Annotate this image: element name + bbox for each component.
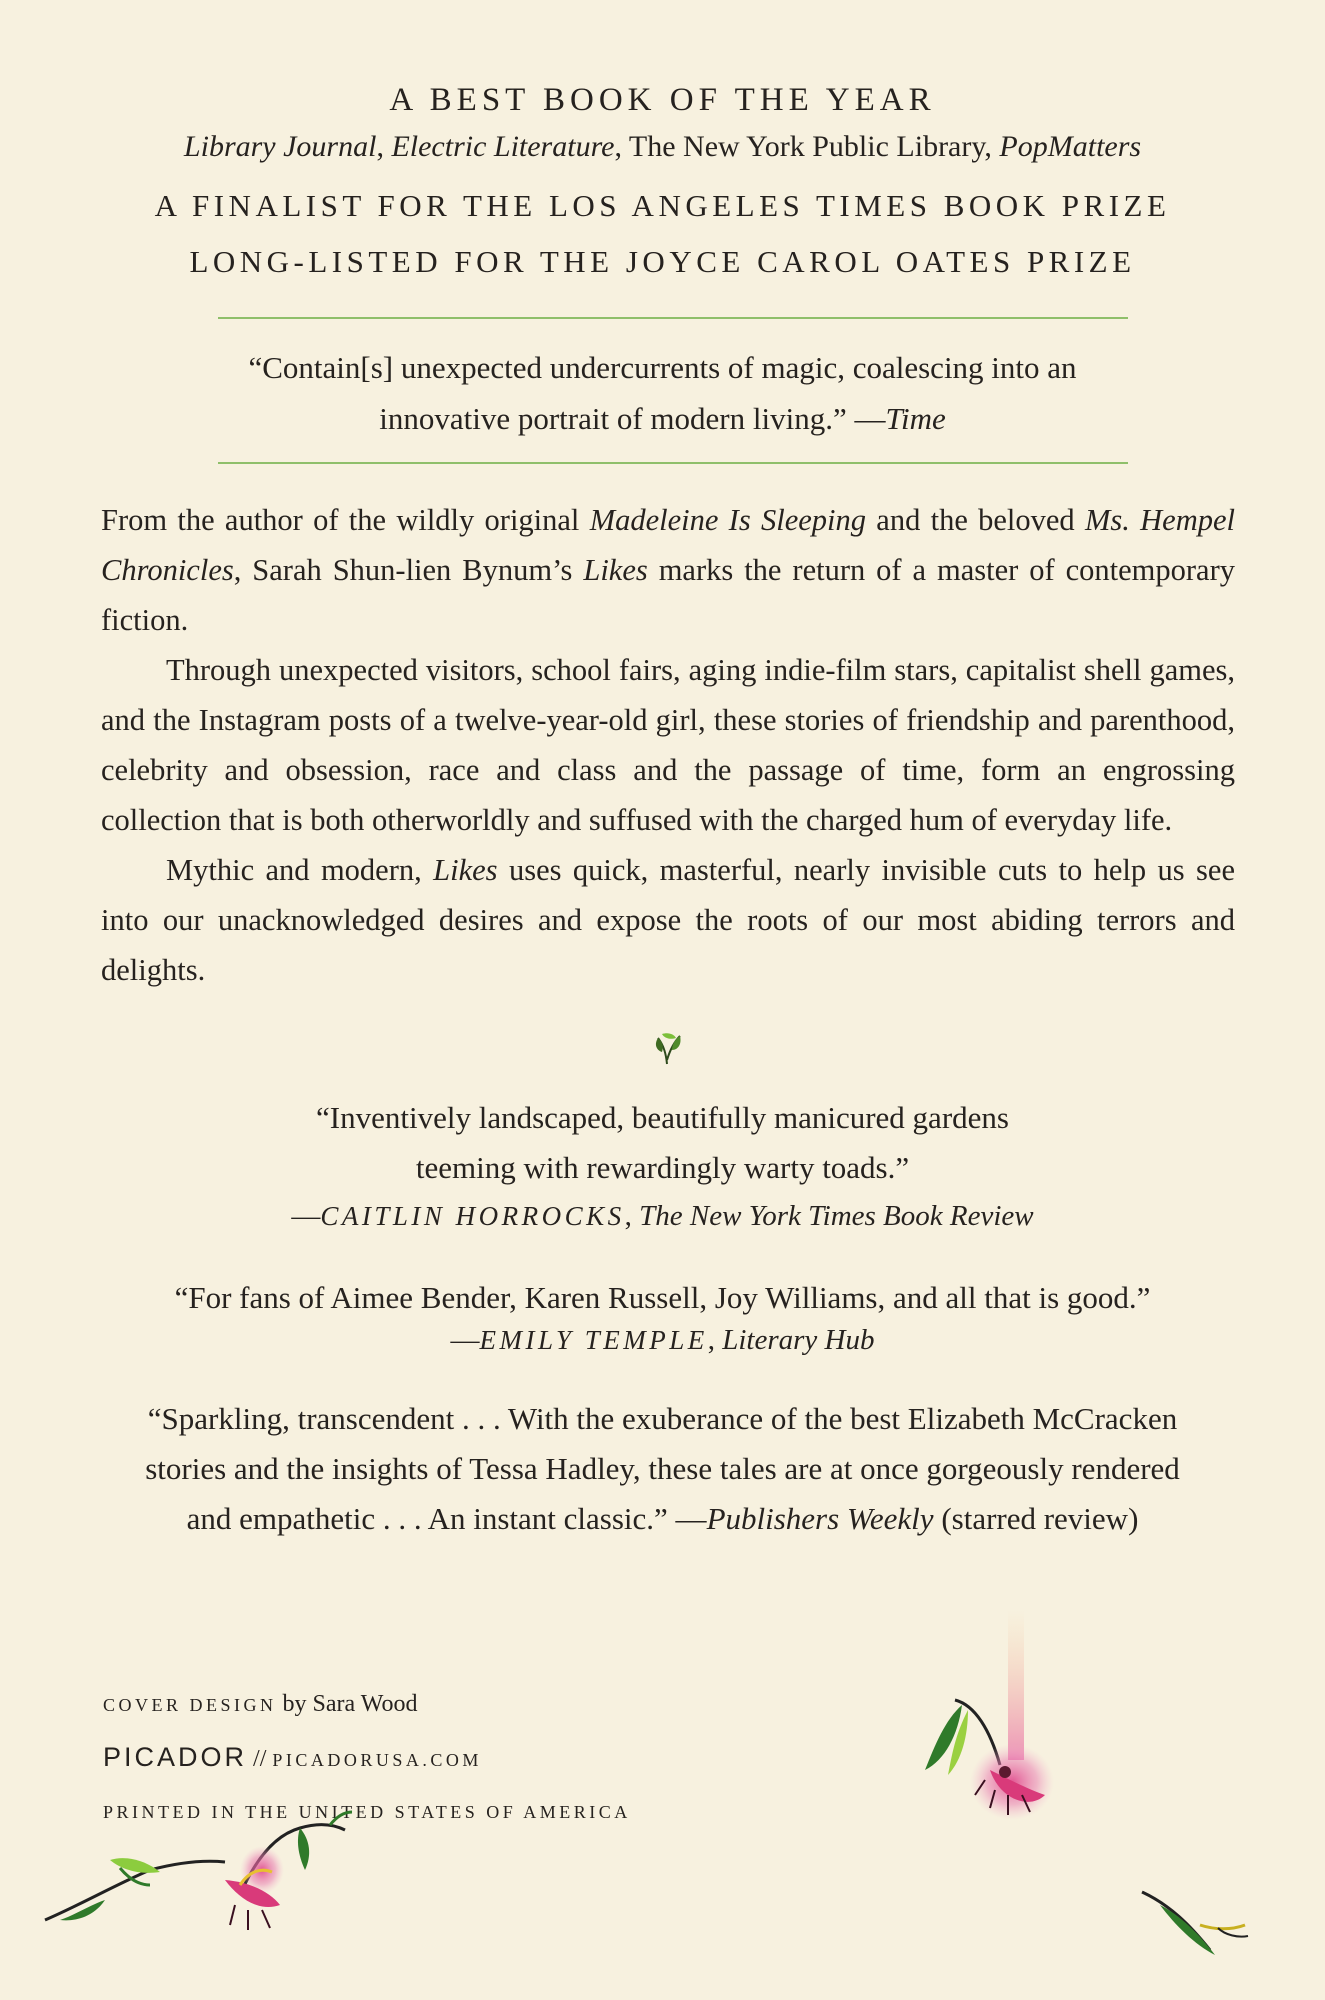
description-paragraph-2: Through unexpected visitors, school fairs, aging indie-film stars, capitalist shell games, and the Instagram posts of a twelve-year-old girl, these stories of friendship and parenthood, celebrity and obsession, race and class and the passage of time, form an engrossing collection that is both otherworldly and suffused with the charged hum of everyday life. bbox=[101, 653, 1235, 837]
time-quote-line-2: innovative portrait of modern living.” —Time bbox=[379, 401, 946, 436]
title-likes-2: Likes bbox=[433, 853, 498, 887]
review-publication: Publishers Weekly bbox=[706, 1501, 934, 1536]
longlisted-line: LONG-LISTED FOR THE JOYCE CAROL OATES PRIZE bbox=[189, 244, 1136, 279]
review-publication: The New York Times Book Review bbox=[639, 1200, 1034, 1232]
time-quote bbox=[0, 342, 1325, 444]
reviewer-name: CAITLIN HORROCKS bbox=[320, 1201, 625, 1231]
description-paragraph-3: Mythic and modern, Likes uses quick, masterful, nearly invisible cuts to help us see into our unacknowledged desires and expose the roots of our most abiding terrors and delights. bbox=[101, 853, 1236, 987]
credits bbox=[103, 1678, 631, 1838]
cover-design-credit: COVER DESIGN by Sara Wood bbox=[103, 1691, 418, 1717]
book-description bbox=[101, 495, 1235, 995]
reviewer-name: EMILY TEMPLE bbox=[479, 1325, 708, 1355]
leaf-ornament-icon bbox=[650, 1030, 684, 1066]
source-separator: , bbox=[376, 130, 392, 163]
source-popmatters: PopMatters bbox=[999, 130, 1142, 163]
printed-in: PRINTED IN THE UNITED STATES OF AMERICA bbox=[103, 1802, 631, 1822]
review-horrocks bbox=[0, 1093, 1325, 1193]
publisher-line: PICADOR // PICADORUSA.COM bbox=[103, 1742, 482, 1772]
review-1-attribution: —CAITLIN HORROCKS, The New York Times Book Review bbox=[291, 1200, 1034, 1232]
review-publishers-weekly bbox=[0, 1394, 1325, 1544]
publisher-website: PICADORUSA.COM bbox=[272, 1750, 482, 1770]
source-nypl: , The New York Public Library, bbox=[614, 130, 1000, 163]
flower-right-icon bbox=[925, 1610, 1054, 1820]
review-1-line-2: teeming with rewardingly warty toads.” bbox=[415, 1150, 910, 1185]
description-paragraph-1: From the author of the wildly original Madeleine Is Sleeping and the beloved Ms. Hempel Chronicles, Sarah Shun-lien Bynum’s Likes marks the return of a master of contemporary fiction. bbox=[101, 503, 1235, 637]
review-1-line-1: “Inventively landscaped, beautifully manicured gardens bbox=[316, 1100, 1009, 1135]
review-2-attribution: —EMILY TEMPLE, Literary Hub bbox=[450, 1324, 875, 1356]
best-book-heading: A BEST BOOK OF THE YEAR bbox=[389, 82, 936, 118]
source-library-journal: Library Journal bbox=[183, 130, 377, 163]
review-3-line-3: and empathetic . . . An instant classic.” —Publishers Weekly (starred review) bbox=[186, 1501, 1139, 1536]
leaf-bottom-right-icon bbox=[1142, 1892, 1248, 1955]
review-3-line-2: stories and the insights of Tessa Hadley, these tales are at once gorgeously rendered bbox=[145, 1451, 1180, 1486]
review-3-line-1: “Sparkling, transcendent . . . With the exuberance of the best Elizabeth McCracken bbox=[147, 1401, 1178, 1436]
title-madeleine: Madeleine Is Sleeping bbox=[589, 503, 867, 537]
time-quote-source: Time bbox=[885, 401, 946, 436]
review-publication: Literary Hub bbox=[722, 1324, 875, 1356]
title-likes: Likes bbox=[583, 553, 648, 587]
finalist-line: A FINALIST FOR THE LOS ANGELES TIMES BOOK PRIZE bbox=[154, 188, 1171, 223]
divider-top bbox=[218, 317, 1128, 319]
source-electric-literature: Electric Literature bbox=[391, 130, 615, 163]
time-quote-line-1: “Contain[s] unexpected undercurrents of magic, coalescing into an bbox=[248, 350, 1077, 385]
review-temple: “For fans of Aimee Bender, Karen Russell, Joy Williams, and all that is good.” bbox=[174, 1280, 1151, 1315]
publisher-logo: PICADOR bbox=[103, 1742, 248, 1772]
title-ms-hempel: Ms. Hempel Chronicles bbox=[101, 503, 1235, 587]
best-book-sources bbox=[0, 130, 1325, 164]
divider-bottom bbox=[218, 462, 1128, 464]
